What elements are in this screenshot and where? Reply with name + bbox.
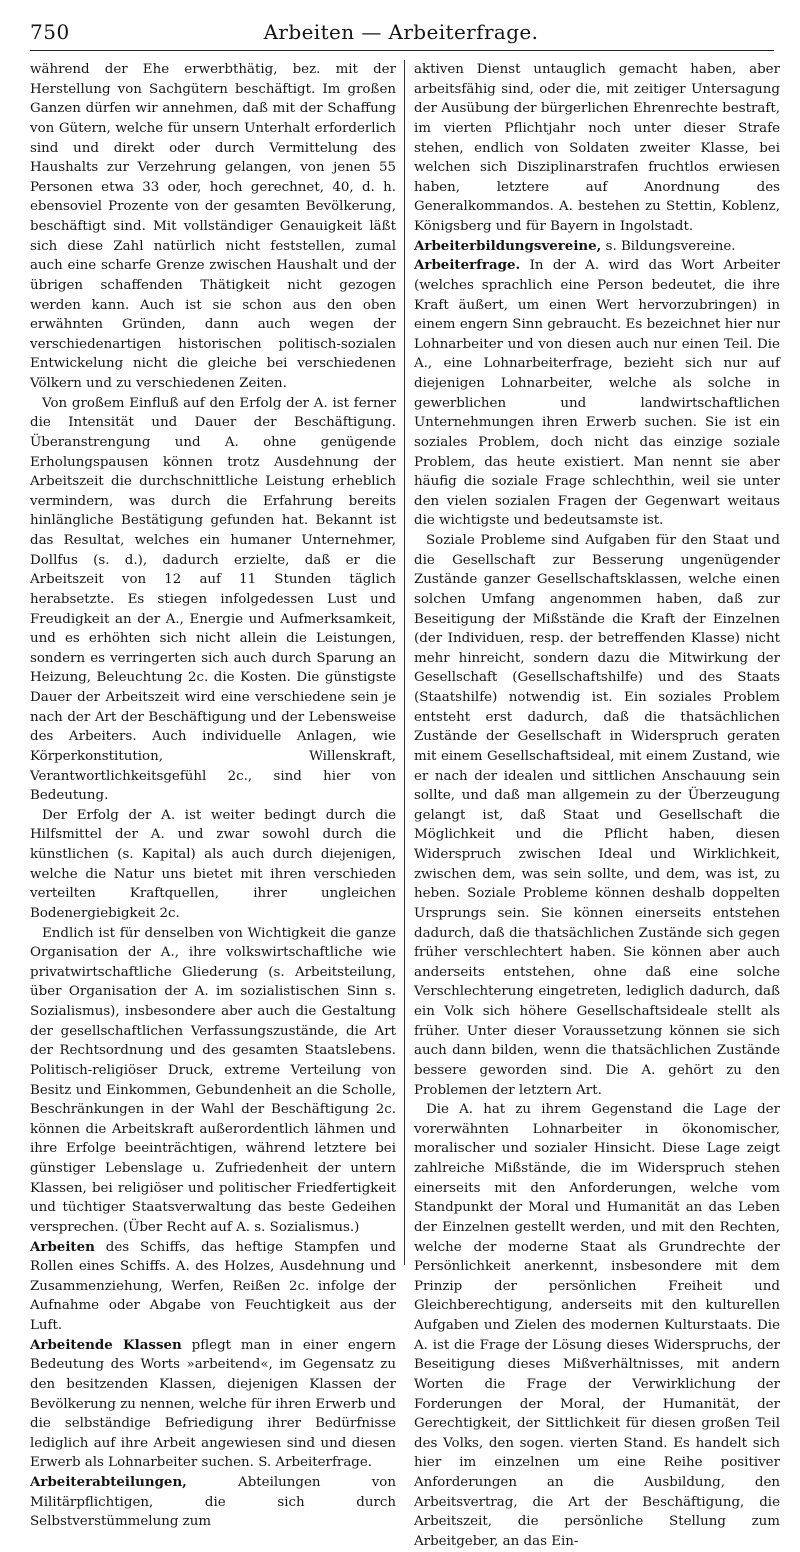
- right-column: [414, 60, 780, 1549]
- body-paragraph: [414, 1100, 780, 1551]
- paragraph-text: aktiven Dienst untauglich gemacht haben, aber arbeitsfähig sind, oder die, mit zeitiger Untersagung der Ausübung der bürgerlichen Ehrenrechte bestraft, im vierten Pflichtjahr noch unter dieser Strafe stehen, endlich von Soldaten zweiter Klasse, bei welchen sich Disziplinarstrafen fruchtlos erwiesen haben, letztere auf Anordnung des Generalkommandos. A. bestehen zu Stettin, Koblenz, Königsberg und für Bayern in Ingolstadt.: [414, 62, 780, 234]
- entry-headword: Arbeiterabteilungen,: [30, 1474, 187, 1490]
- paragraph-text: Endlich ist für denselben von Wichtigkeit die ganze Organisation der A., ihre volkswirtschaftliche wie privatwirtschaftliche Gliederung (s. Arbeitsteilung, über Organisation der A. im sozialistischen Sinn s. Sozialismus), insbesondere aber auch die Gestaltung der gesellschaftlichen Verfassungszustände, die Art der Rechtsordnung und des gesamten Staatslebens. Politisch-religiöser Druck, extreme Verteilung von Besitz und Einkommen, Gebundenheit an die Scholle, Beschränkungen in der Wahl der Beschäftigung 2c. können die Arbeitskraft außerordentlich lähmen und ihre Erfolge beeinträchtigen, während letztere bei günstiger Lebenslage u. Zufriedenheit der untern Klassen, bei religiöser und politischer Friedfertigkeit und tüchtiger Staatsverwaltung das beste Gedeihen versprechen. (Über Recht auf A. s. Sozialismus.): [30, 925, 396, 1235]
- page-header: [30, 18, 772, 48]
- column-divider: [404, 60, 405, 1265]
- dictionary-entry: [414, 237, 780, 257]
- paragraph-text: während der Ehe erwerbthätig, bez. mit der Herstellung von Sachgütern beschäftigt. Im großen Ganzen dürfen wir annehmen, daß mit der Schaffung von Gütern, welche für unsern Unterhalt erforderlich sind und direkt oder durch Vermittelung des Haushalts zur Verzehrung gelangen, von jenen 55 Personen etwa 33 oder, hoch gerechnet, 40, d. h. ebensoviel Prozente von der gesamten Bevölkerung, beschäftigt sind. Mit vollständiger Genauigkeit läßt sich diese Zahl natürlich nicht feststellen, zumal auch eine scharfe Grenze zwischen Haushalt und der übrigen schaffenden Thätigkeit nicht gezogen werden kann. Auch ist sie schon aus den oben erwähnten Gründen, dann auch wegen der verschiedenartigen historischen politisch-sozialen Entwickelung nicht die gleiche bei verschiedenen Völkern und zu verschiedenen Zeiten.: [30, 62, 396, 391]
- paragraph-text: Von großem Einfluß auf den Erfolg der A. ist ferner die Intensität und Dauer der Beschäftigung. Überanstrengung und A. ohne genügende Erholungspausen können trotz Ausdehnung der Arbeitszeit die durchschnittliche Leistung erheblich vermindern, was durch die Erfahrung bereits hinlängliche Bestätigung gefunden hat. Bekannt ist das Resultat, welches ein humaner Unternehmer, Dollfus (s. d.), dadurch erzielte, daß er die Arbeitszeit von 12 auf 11 Stunden täglich herabsetzte. Es stiegen infolgedessen Lust und Freudigkeit an der A., Energie und Aufmerksamkeit, und es erhöhten sich nicht allein die Leistungen, sondern es verringerten sich auch durch Sparung an Heizung, Beleuchtung 2c. die Kosten. Die günstigste Dauer der Arbeitszeit wird eine verschiedene sein je nach der Art der Beschäftigung und der Lebensweise des Arbeiters. Auch individuelle Anlagen, wie Körperkonstitution, Willenskraft, Verantwortlichkeitsgefühl 2c., sind hier von Bedeutung.: [30, 395, 396, 804]
- entry-headword: Arbeiterbildungsvereine,: [414, 237, 602, 254]
- body-paragraph: [30, 60, 396, 394]
- paragraph-text: Abteilungen von Militärpflichtigen, die sich durch Selbstverstümmelung zum: [30, 1475, 396, 1530]
- body-paragraph: [30, 806, 396, 924]
- entry-headword: Arbeiterfrage.: [414, 257, 521, 274]
- header-rule: [30, 50, 774, 51]
- dictionary-entry: [30, 1238, 396, 1336]
- entry-headword: Arbeiten: [30, 1238, 95, 1255]
- body-paragraph: [414, 531, 780, 1100]
- left-column: [30, 60, 396, 1530]
- paragraph-text: Die A. hat zu ihrem Gegenstand die Lage der vorerwähnten Lohnarbeiter in ökonomischer, moralischer und sozialer Hinsicht. Diese Lage zeigt zahlreiche Mißstände, die im Widerspruch stehen einerseits mit den Anforderungen, welche vom Standpunkt der Moral und Humanität an das Leben der Einzelnen gestellt werden, und mit den Rechten, welche der moderne Staat als Grundrechte der Persönlichkeit anerkennt, insbesondere mit dem Prinzip der persönlichen Freiheit und Gleichberechtigung, anderseits mit den kulturellen Aufgaben und Zielen des modernen Kulturstaats. Die A. ist die Frage der Lösung dieses Widerspruchs, der Beseitigung dieses Mißverhältnisses, mit andern Worten die Frage der Verwirklichung der Forderungen der Moral, der Humanität, der Gerechtigkeit, der Sittlichkeit für diesen großen Teil des Volks, den sogen. vierten Stand. Es handelt sich hier im einzelnen um eine Reihe positiver Anforderungen an die Ausbildung, den Arbeitsvertrag, die Art der Beschäftigung, die Arbeitszeit, die persönliche Stellung zum Arbeitgeber, an das Ein-: [414, 1102, 780, 1549]
- body-paragraph: [30, 394, 396, 806]
- body-paragraph: [30, 924, 396, 1238]
- paragraph-text: In der A. wird das Wort Arbeiter (welches sprachlich eine Person bedeutet, die ihre Kraft äußert, um einen Wert hervorzubringen) in einem engern Sinn gebraucht. Es bezeichnet hier nur Lohnarbeiter und von diesen auch nur einen Teil. Die A., eine Lohnarbeiterfrage, bezieht sich nur auf diejenigen Lohnarbeiter, welche als solche in gewerblichen und landwirtschaftlichen Unternehmungen ihren Erwerb suchen. Sie ist ein soziales Problem, doch nicht das einzige soziale Problem, das heute existiert. Man nennt sie aber häufig die soziale Frage schlechthin, weil sie unter den vielen sozialen Fragen der Gegenwart weitaus die wichtigste und bedeutsamste ist.: [414, 258, 780, 529]
- dictionary-entry: [414, 256, 780, 531]
- paragraph-text: Der Erfolg der A. ist weiter bedingt durch die Hilfsmittel der A. und zwar sowohl durch die künstlichen (s. Kapital) als auch durch diejenigen, welche die Natur uns bietet mit ihren verschieden verteilten Kraftquellen, ihrer ungleichen Bodenergiebigkeit 2c.: [30, 807, 396, 921]
- paragraph-text: des Schiffs, das heftige Stampfen und Rollen eines Schiffs. A. des Holzes, Ausdehnung und Zusammenziehung, Werfen, Reißen 2c. infolge der Aufnahme oder Abgabe von Feuchtigkeit aus der Luft.: [30, 1239, 396, 1333]
- paragraph-text: pflegt man in einer engern Bedeutung des Worts »arbeitend«, im Gegensatz zu den besitzenden Klassen, diejenigen Klassen der Bevölkerung zu nennen, welche für ihren Erwerb und die selbständige Befriedigung ihrer Bedürfnisse lediglich auf ihre Arbeit angewiesen sind und diesen Erwerb als Lohnarbeiter suchen. S. Arbeiterfrage.: [30, 1337, 396, 1471]
- paragraph-text: s. Bildungsvereine.: [601, 238, 736, 254]
- dictionary-entry: [30, 1336, 396, 1473]
- running-title: Arbeiten — Arbeiterfrage.: [263, 20, 539, 44]
- paragraph-text: Soziale Probleme sind Aufgaben für den Staat und die Gesellschaft zur Besserung ungenügender Zustände ganzer Gesellschaftsklassen, welche einen solchen Umfang angenommen haben, daß zur Beseitigung der Mißstände die Kraft der Einzelnen (der Individuen, resp. der betreffenden Klasse) nicht mehr hinreicht, sondern dazu die Mitwirkung der Gesellschaft (Gesellschaftshilfe) und des Staats (Staatshilfe) notwendig ist. Ein soziales Problem entsteht erst dadurch, daß die thatsächlichen Zustände der Gesellschaft in Widerspruch geraten mit einem Gesellschaftsideal, mit einem Zustand, wie er nach der idealen und sittlichen Anschauung sein sollte, und daß man allgemein zu der Überzeugung gelangt ist, daß Staat und Gesellschaft die Möglichkeit und die Pflicht haben, diesen Widerspruch zwischen Ideal und Wirklichkeit, zwischen dem, was sein sollte, und dem, was ist, zu heben. Soziale Probleme können deshalb doppelten Ursprungs sein. Sie können einerseits entstehen dadurch, daß die thatsächlichen Zustände sich gegen früher verschlechtert haben. Sie können aber auch anderseits entstehen, ohne daß eine solche Verschlechterung eingetreten, lediglich dadurch, daß ein Volk sich höhere Gesellschaftsideale stellt als früher. Unter dieser Voraussetzung können sie sich auch dann bilden, wenn die thatsächlichen Zustände bessere geworden sind. Die A. gehört zu den Problemen der letztern Art.: [414, 533, 780, 1098]
- body-paragraph: [414, 60, 780, 237]
- page-number: 750: [30, 20, 70, 44]
- dictionary-entry: [30, 1473, 396, 1532]
- entry-headword: Arbeitende Klassen: [30, 1336, 182, 1353]
